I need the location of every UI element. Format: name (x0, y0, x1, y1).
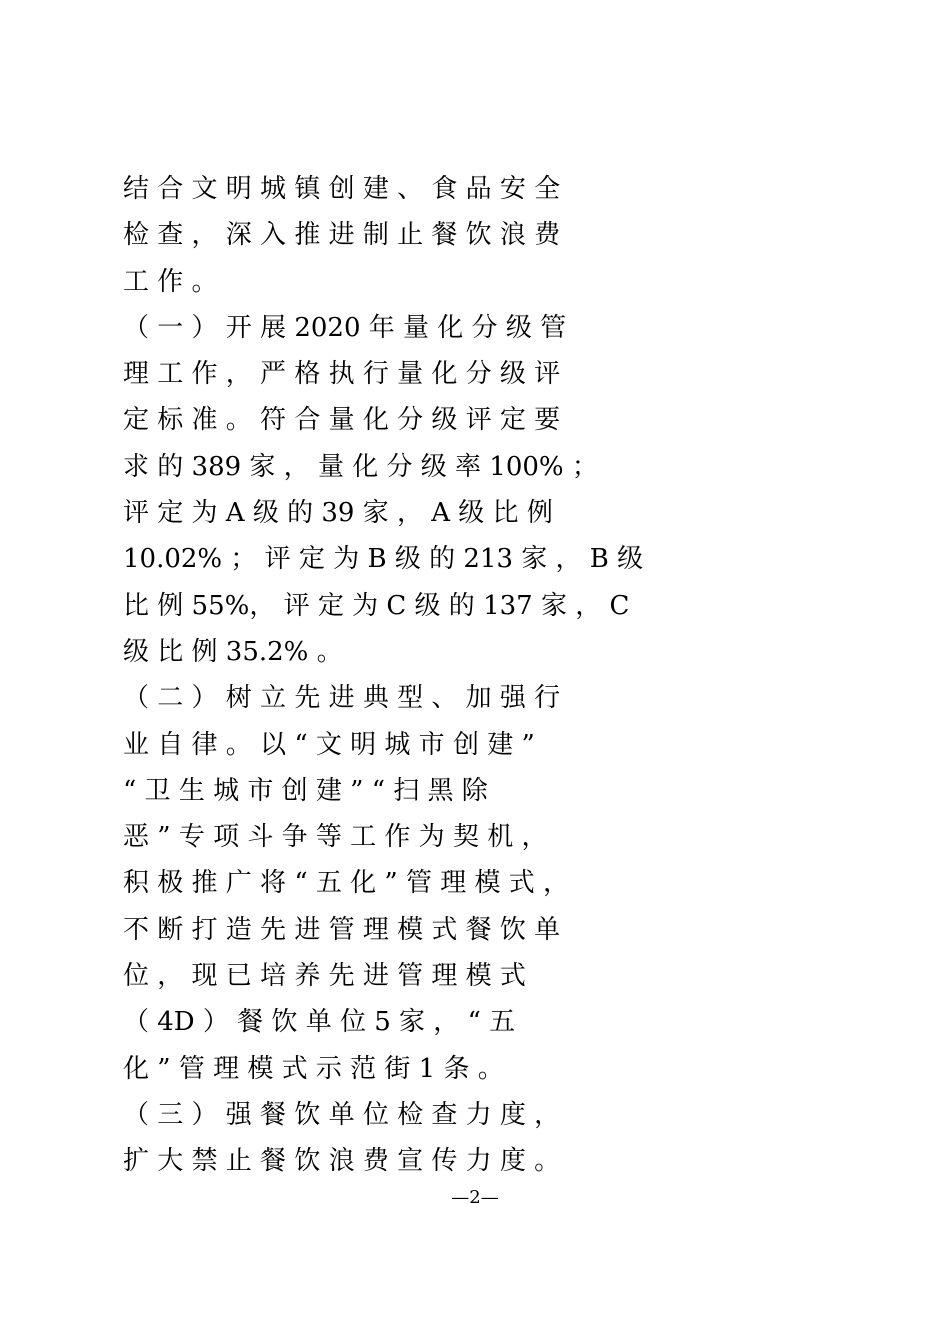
text-line: 工 作 。 (123, 266, 218, 297)
text-line: 理 工 作 ， 严 格 执 行 量 化 分 级 评 (123, 359, 561, 390)
text-line: 不 断 打 造 先 进 管 理 模 式 餐 饮 单 (123, 914, 561, 945)
text-line: （ 三 ） 强 餐 饮 单 位 检 查 力 度 ， (123, 1099, 561, 1130)
text-line: 级 比 例 35.2% 。 (123, 636, 343, 667)
text-line: 求 的 389 家 ， 量 化 分 级 率 100% ； (123, 451, 598, 482)
text-line: 积 极 推 广 将 “ 五 化 ” 管 理 模 式 ， (123, 868, 570, 899)
text-line: 10.02% ； 评 定 为 B 级 的 213 家 ， B 级 (123, 544, 644, 575)
text-line: （ 一 ） 开 展 2020 年 量 化 分 级 管 (123, 312, 567, 343)
text-line: 定 标 准 。 符 合 量 化 分 级 评 定 要 (123, 405, 561, 436)
text-line: 比 例 55%， 评 定 为 C 级 的 137 家 ， C (123, 590, 630, 621)
text-line: （ 二 ） 树 立 先 进 典 型 、 加 强 行 (123, 683, 561, 714)
text-line: 业 自 律 。 以 “ 文 明 城 市 创 建 ” (123, 729, 535, 760)
text-line: （ 4D ） 餐 饮 单 位 5 家 ， “ 五 (123, 1007, 516, 1038)
text-line: 结 合 文 明 城 镇 创 建 、 食 品 安 全 (123, 174, 561, 204)
text-line: 化 ” 管 理 模 式 示 范 街 1 条 。 (123, 1053, 504, 1084)
page-number: —2— (451, 1187, 499, 1208)
text-line: 扩 大 禁 止 餐 饮 浪 费 宣 传 力 度 。 (123, 1146, 561, 1177)
text-line: 评 定 为 A 级 的 39 家 ， A 级 比 例 (123, 498, 553, 529)
body-text (123, 166, 843, 1185)
text-line: 位 ， 现 已 培 养 先 进 管 理 模 式 (123, 961, 526, 992)
text-line: “ 卫 生 城 市 创 建 ” “ 扫 黑 除 (123, 775, 488, 806)
text-line: 恶 ” 专 项 斗 争 等 工 作 为 契 机 ， (123, 822, 548, 853)
text-line: 检 查 ， 深 入 推 进 制 止 餐 饮 浪 费 (123, 220, 561, 251)
